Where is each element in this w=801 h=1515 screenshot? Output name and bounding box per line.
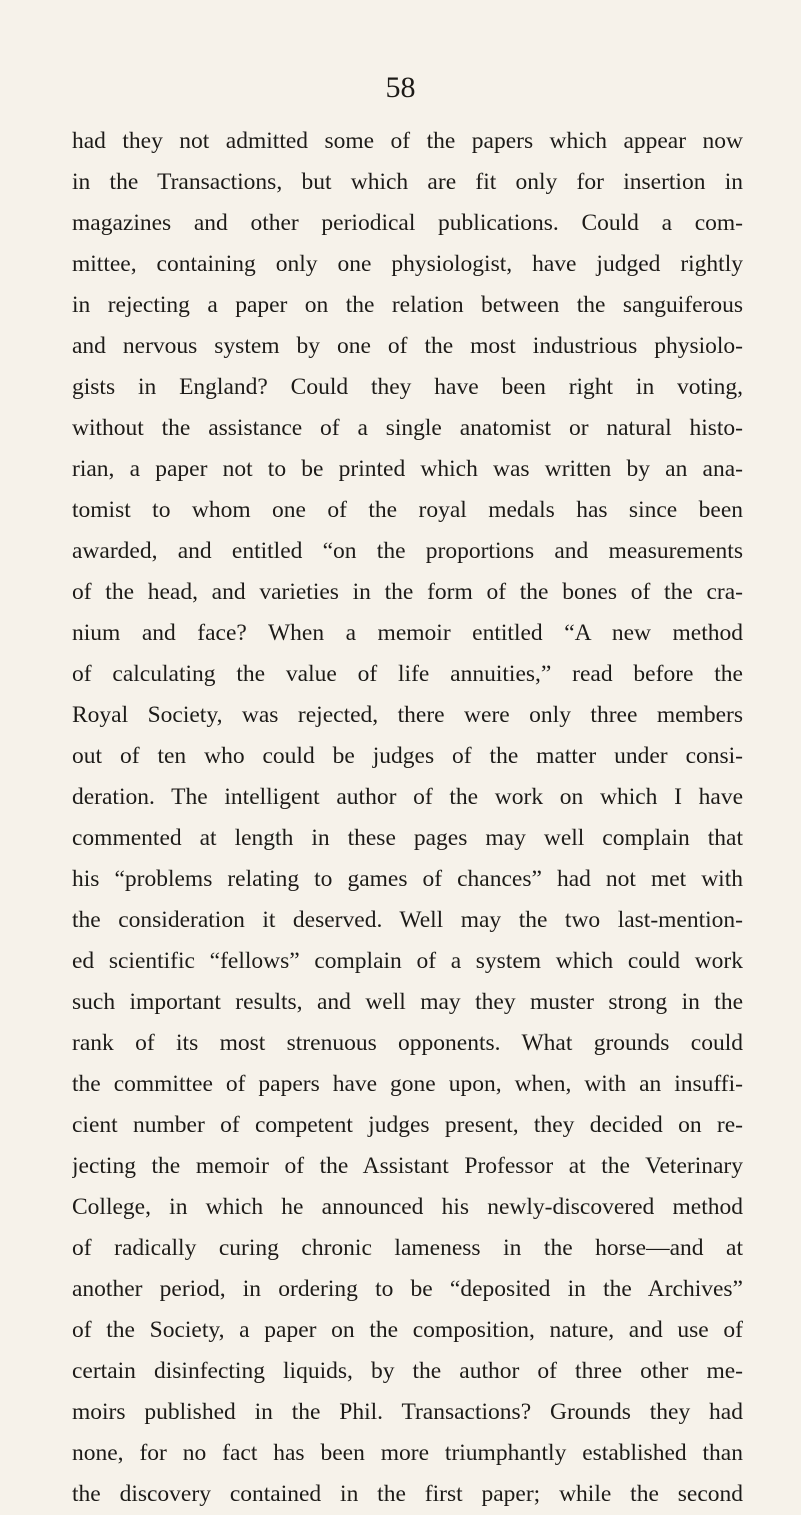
- text-line: ed scientific “fellows” complain of a system which could work: [72, 948, 743, 974]
- text-line: rank of its most strenuous opponents. What grounds could: [72, 1030, 743, 1056]
- text-line: in rejecting a paper on the relation between the sanguiferous: [72, 292, 743, 318]
- text-line: commented at length in these pages may well complain that: [72, 825, 743, 851]
- text-line: such important results, and well may they muster strong in the: [72, 989, 743, 1015]
- text-line: of radically curing chronic lameness in the horse—and at: [72, 1235, 743, 1261]
- text-line: gists in England? Could they have been right in voting,: [72, 374, 743, 400]
- text-line: College, in which he announced his newly-discovered method: [72, 1194, 743, 1220]
- page-number: 58: [385, 71, 416, 104]
- text-line: jecting the memoir of the Assistant Professor at the Veterinary: [72, 1153, 743, 1179]
- text-line: tomist to whom one of the royal medals has since been: [72, 497, 743, 523]
- text-line: of the Society, a paper on the composition, nature, and use of: [72, 1317, 743, 1343]
- text-line: had they not admitted some of the papers which appear now: [72, 128, 743, 154]
- text-line: Royal Society, was rejected, there were only three members: [72, 702, 743, 728]
- text-line: the committee of papers have gone upon, when, with an insuffi-: [72, 1071, 743, 1097]
- text-line: none, for no fact has been more triumphantly established than: [72, 1440, 743, 1466]
- text-line: deration. The intelligent author of the work on which I have: [72, 784, 743, 810]
- text-line: of calculating the value of life annuities,” read before the: [72, 661, 743, 687]
- text-line: another period, in ordering to be “deposited in the Archives”: [72, 1276, 743, 1302]
- text-line: magazines and other periodical publications. Could a com-: [72, 210, 743, 236]
- text-line: rian, a paper not to be printed which was written by an ana-: [72, 456, 743, 482]
- body-text: [72, 121, 743, 1515]
- text-line: without the assistance of a single anatomist or natural histo-: [72, 415, 743, 441]
- text-line: his “problems relating to games of chances” had not met with: [72, 866, 743, 892]
- text-line: moirs published in the Phil. Transactions? Grounds they had: [72, 1399, 743, 1425]
- text-line: nium and face? When a memoir entitled “A new method: [72, 620, 743, 646]
- text-line: and nervous system by one of the most industrious physiolo-: [72, 333, 743, 359]
- text-line: awarded, and entitled “on the proportions and measurements: [72, 538, 743, 564]
- text-line: mittee, containing only one physiologist, have judged rightly: [72, 251, 743, 277]
- text-line: the discovery contained in the first paper; while the second: [72, 1481, 743, 1507]
- text-line: of the head, and varieties in the form of the bones of the cra-: [72, 579, 743, 605]
- text-line: out of ten who could be judges of the matter under consi-: [72, 743, 743, 769]
- text-line: cient number of competent judges present, they decided on re-: [72, 1112, 743, 1138]
- text-line: in the Transactions, but which are fit only for insertion in: [72, 169, 743, 195]
- text-line: certain disinfecting liquids, by the author of three other me-: [72, 1358, 743, 1384]
- text-line: the consideration it deserved. Well may the two last-mention-: [72, 907, 743, 933]
